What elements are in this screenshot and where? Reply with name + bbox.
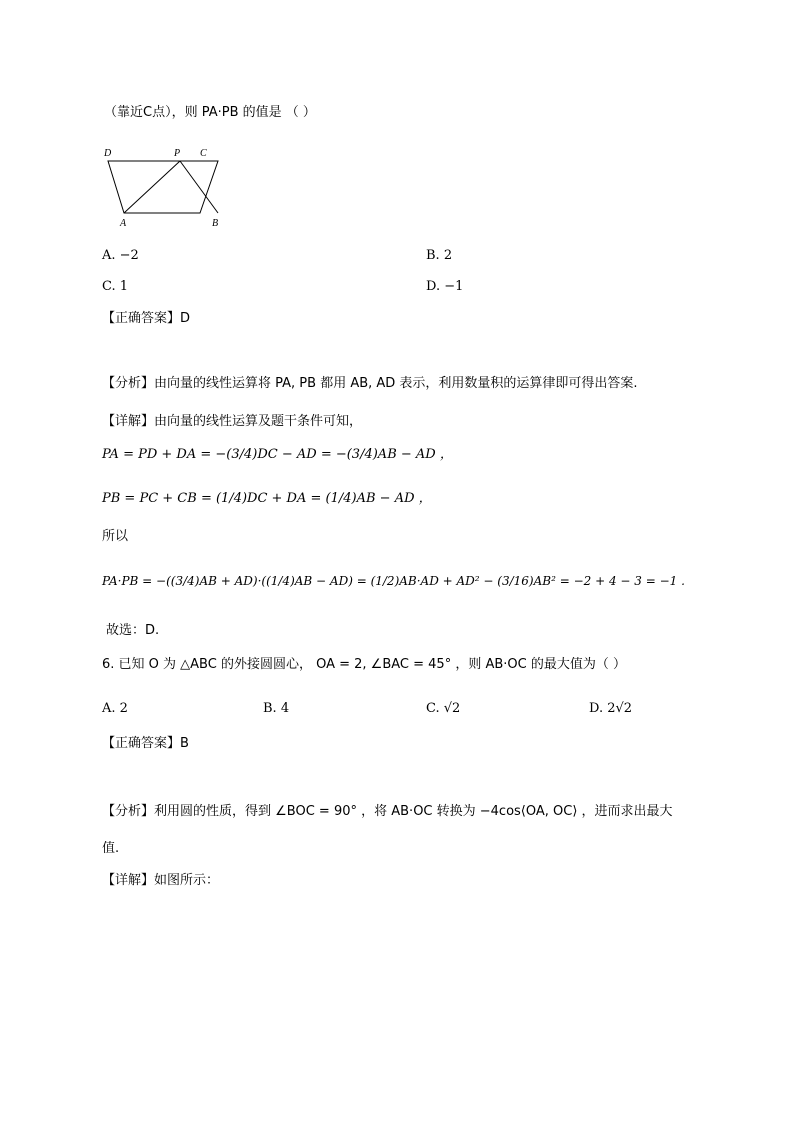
label-D: D xyxy=(104,148,112,159)
q5-so: 所以 xyxy=(102,529,129,544)
q5-equation-dot-product: PA·PB = −((3/4)AB + AD)·((1/4)AB − AD) = (1/2)AB·AD + AD² − (3/16)AB² = −2 + 4 − 3 = −1 . xyxy=(102,574,685,588)
label-C: C xyxy=(200,148,207,159)
q5-choice: 故选：D. xyxy=(106,623,160,638)
q5-option-c: C. 1 xyxy=(102,279,129,294)
q6-stem: 6. 已知 O 为 △ABC 的外接圆圆心， OA = 2, ∠BAC = 45° ，则 AB·OC 的最大值为（ ） xyxy=(102,657,626,672)
label-A: A xyxy=(120,218,127,229)
q5-option-a: A. −2 xyxy=(102,248,139,263)
q5-option-d: D. −1 xyxy=(426,279,464,294)
segment-PB xyxy=(180,161,218,213)
q6-analysis-line2: 值. xyxy=(102,841,120,856)
q5-equation-pa: PA = PD + DA = −(3/4)DC − AD = −(3/4)AB − AD ， xyxy=(102,447,453,462)
parallelogram-svg xyxy=(100,143,230,233)
q5-equation-pb: PB = PC + CB = (1/4)DC + DA = (1/4)AB − AD ， xyxy=(102,491,432,506)
q6-option-a: A. 2 xyxy=(102,701,128,716)
segment-PA xyxy=(124,161,180,213)
q6-detail: 【详解】如图所示： xyxy=(102,873,220,888)
q6-option-b: B. 4 xyxy=(263,701,290,716)
q5-detail-intro: 【详解】由向量的线性运算及题干条件可知， xyxy=(102,414,363,429)
q5-analysis: 【分析】由向量的线性运算将 PA, PB 都用 AB, AD 表示，利用数量积的运算律即可得出答案. xyxy=(102,376,638,391)
q5-answer: 【正确答案】D xyxy=(102,311,191,326)
parallelogram-ABCD xyxy=(108,161,218,213)
label-P: P xyxy=(174,148,181,159)
q5-stem-tail: （靠近C点），则 PA·PB 的值是 （ ） xyxy=(104,105,316,120)
q5-option-b: B. 2 xyxy=(426,248,453,263)
q6-option-d: D. 2√2 xyxy=(589,701,633,716)
parallelogram-figure xyxy=(100,143,230,233)
label-B: B xyxy=(212,218,219,229)
q6-answer: 【正确答案】B xyxy=(102,736,189,751)
q6-option-c: C. √2 xyxy=(426,701,461,716)
q6-analysis-line1: 【分析】利用圆的性质，得到 ∠BOC = 90° ，将 AB·OC 转换为 −4cos⟨OA, OC⟩ ，进而求出最大 xyxy=(102,804,673,819)
